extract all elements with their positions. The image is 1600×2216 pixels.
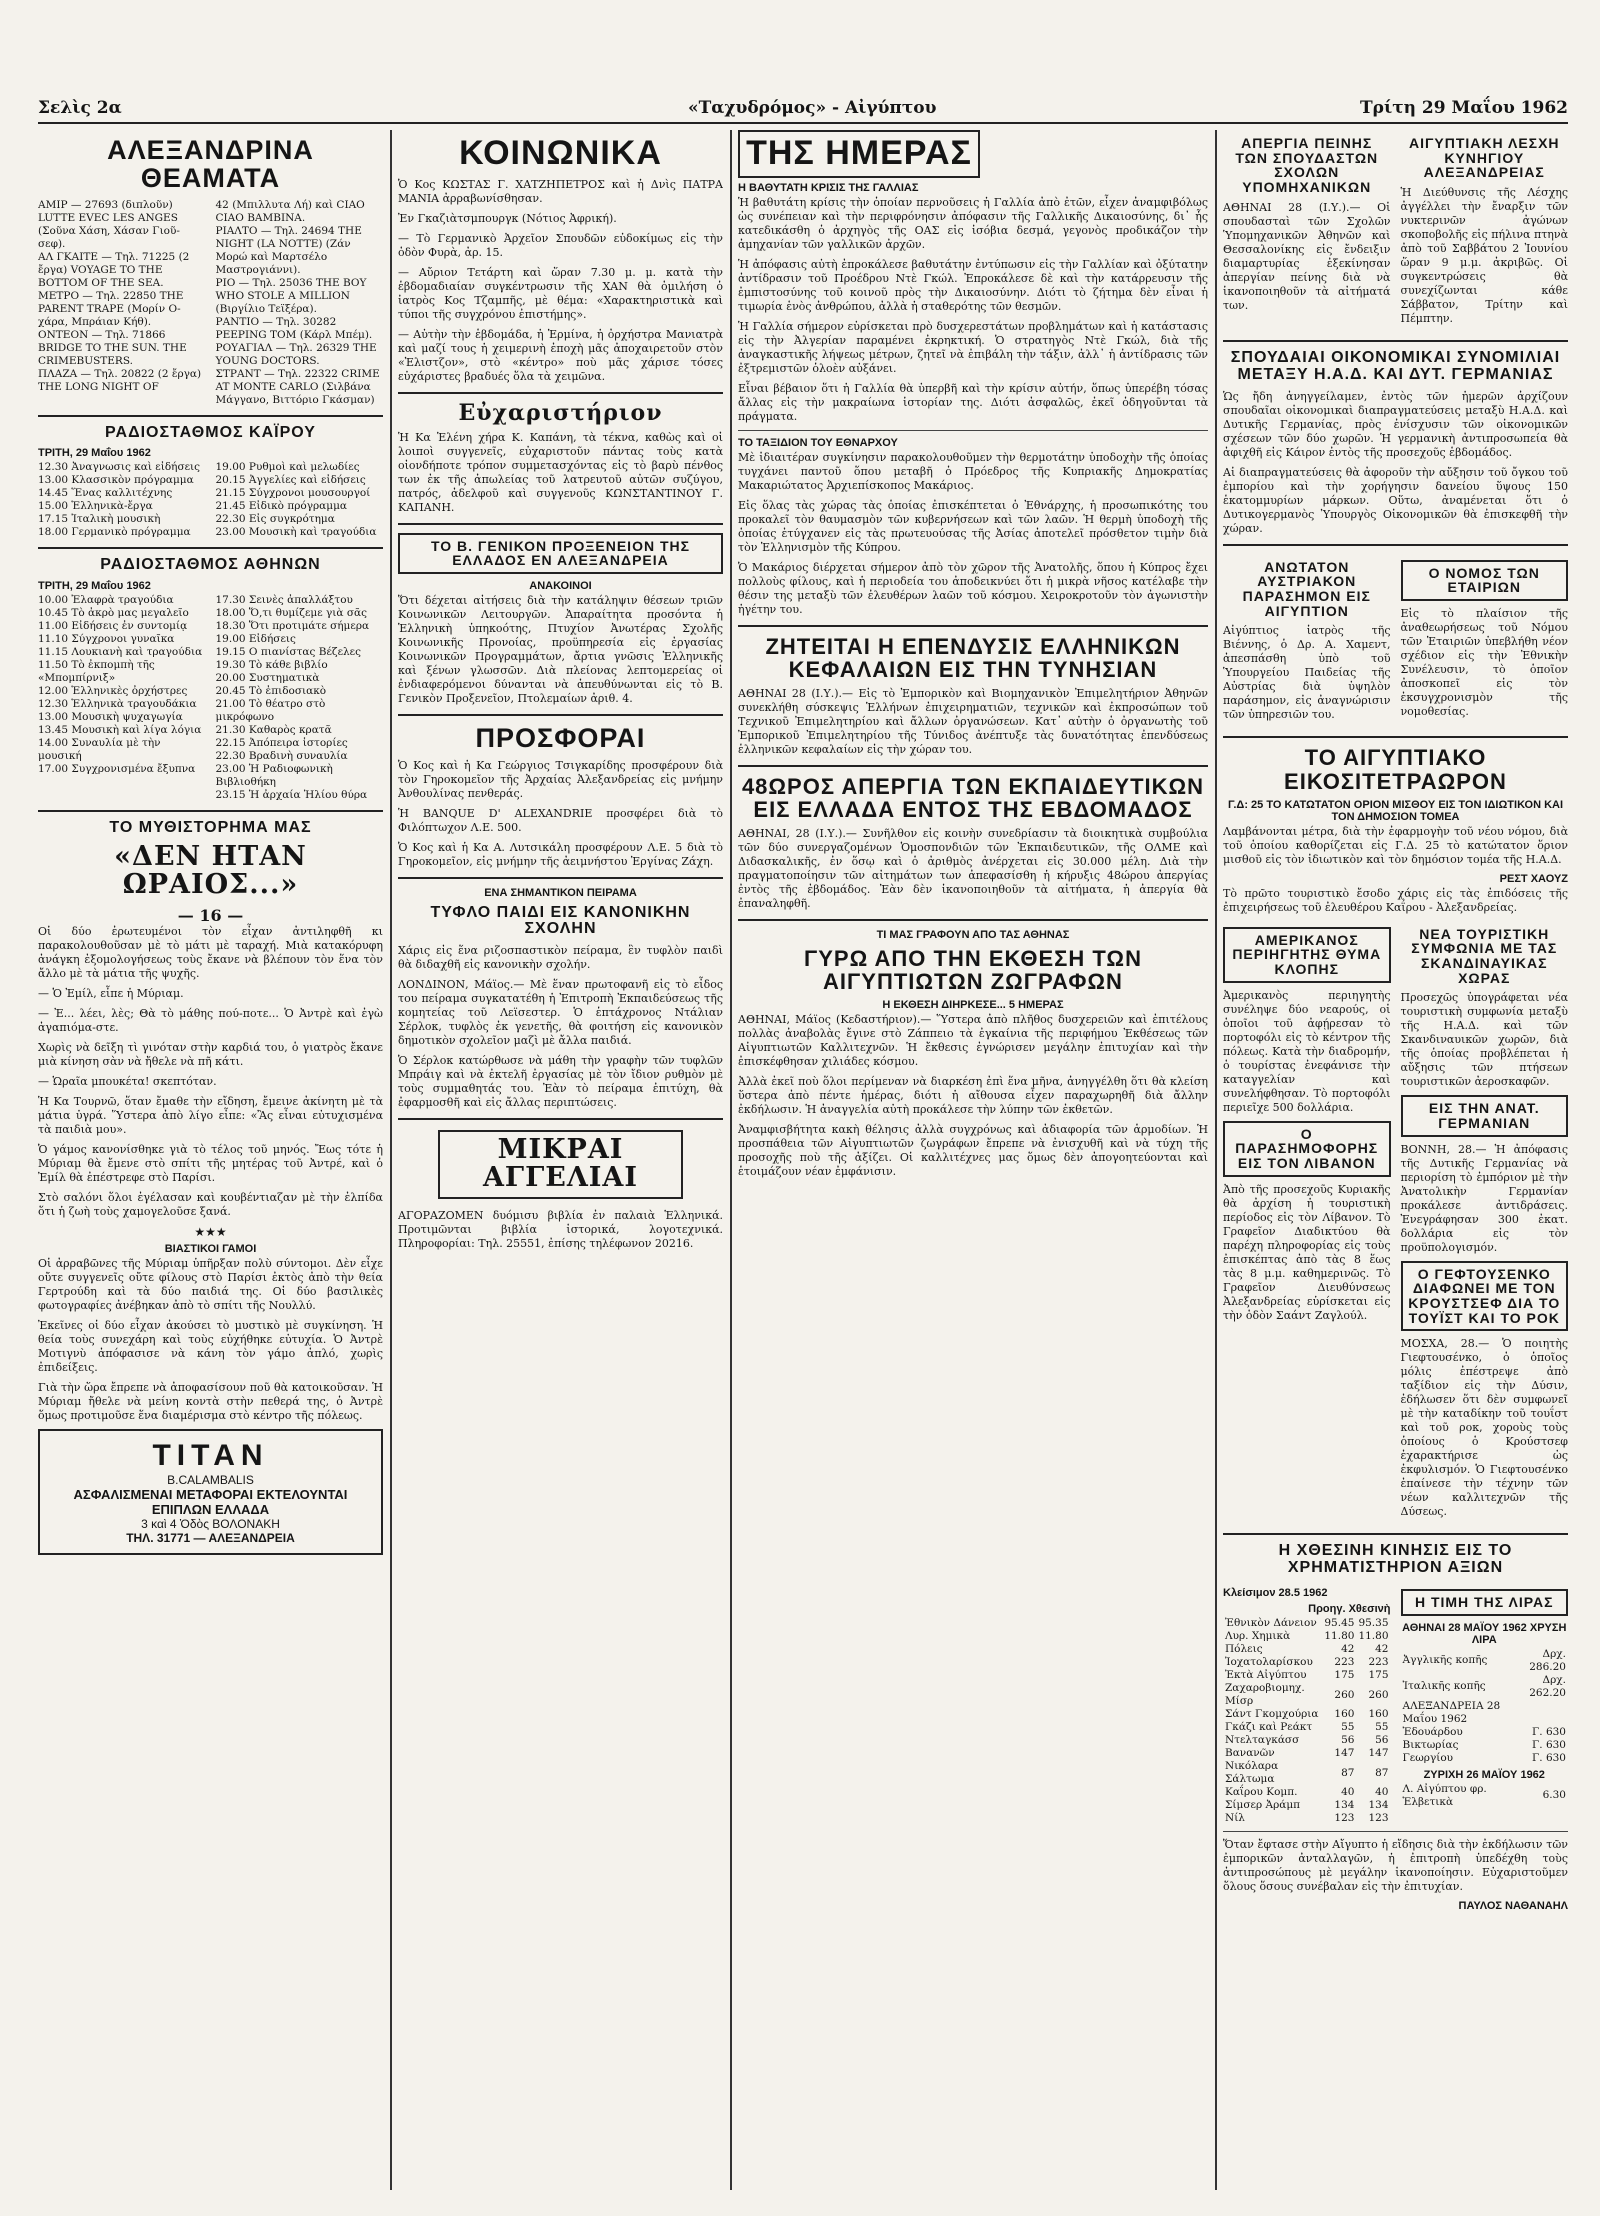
schedule-item: 11.00 Εἰδήσεις ἐν συντομίᾳ [38,620,188,633]
table-row [1223,1812,1391,1825]
table-cell: 87 [1375,1766,1389,1779]
divider [1223,736,1568,738]
offers-paragraph: Ὁ Κος καὶ ἡ Κα Α. Λυτσικάλη προσφέρουν Λ.Ε. 5 διὰ τὸ Γηροκομεῖον, εἰς μνήμην τῆς ἀειμνήστου Ἐργίνας Ζάχη. [398,840,723,868]
table-cell: 6.30 [1542,1789,1566,1802]
table-cell: ΑΛΕΞΑΝΔΡΕΙΑ 28 Μαΐου 1962 [1402,1699,1501,1725]
schedule-item: 23.15 Ἡ ἀρχαία Ἡλίου θύρα [215,789,368,802]
serial-paragraph: — Ὡραῖα μπουκέτα! σκεπτόταν. [38,1074,217,1088]
schedule-item: 12.00 Ἑλληνικὲς ὀρχήστρες [38,685,188,698]
schedule-item: 21.00 Τὸ θέατρο στὸ μικρόφωνο [215,698,326,724]
egyptian-24h-paragraph: Τὸ πρῶτο τουριστικὸ ἔσοδο χάρις εἰς τὰς ἐπιδόσεις τῆς ἐπιχειρήσεως τοῦ ἐλευθέρου Καΐρου - Ἀλεξανδρείας. [1223,886,1568,914]
social-paragraph: Ἐν Γκαζιὰτσμπουργκ (Νότιος Ἀφρική). [398,211,617,225]
table-cell: Νικόλαρα Σάλτωμα [1225,1760,1279,1786]
table-cell: 95.45 [1324,1617,1355,1630]
schedule-item: 11.10 Σύγχρονοι γυναῖκα [38,633,175,646]
table-cell: 223 [1334,1656,1355,1669]
table-row [1401,1752,1569,1765]
serial-paragraph: Ἡ Κα Τουρνῶ, ὅταν ἔμαθε τὴν εἴδηση, ἔμεινε ἀκίνητη μὲ τὰ μάτια ὑγρά. Ὕστερα ἀπὸ λίγο εἶπε: «Ἂς εἶναι εὐτυχισμένα τὰ παιδιὰ μου». [38,1094,383,1136]
theatres-title: ΑΛΕΞΑΝΔΡΙΝΑ ΘΕΑΜΑΤΑ [107,135,314,194]
schedule-item: 12.30 Ἑλληνικὰ τραγουδάκια [38,698,197,711]
serial-label: ΤΟ ΜΥΘΙΣΤΟΡΗΜΑ ΜΑΣ [109,819,312,837]
column-rule [390,130,392,2190]
bourse-column-header: Προηγ. Χθεσινὴ [1308,1603,1391,1616]
table-row [1223,1708,1391,1721]
table-row [1223,1617,1391,1630]
egyptian-24h-subheadline: Γ.Δ: 25 ΤΟ ΚΑΤΩΤΑΤΟΝ ΟΡΙΟΝ ΜΙΣΘΟΥ ΕΙΣ ΤΟΝ ΙΔΙΩΤΙΚΟΝ ΚΑΙ ΤΟΝ ΔΗΜΟΣΙΟΝ ΤΟΜΕΑ [1227,798,1564,823]
table-cell: 40 [1341,1786,1355,1799]
divider [1223,1831,1568,1832]
schedule-item: 14.00 Συναυλία μὲ τὴν μουσική [38,737,161,763]
ad-phone: ΤΗΛ. 31771 — ΑΛΕΞΑΝΔΡΕΙΑ [126,1530,295,1545]
egyptian-24h-paragraph: Λαμβάνονται μέτρα, διὰ τὴν ἐφαρμογὴν τοῦ νέου νόμου, διὰ τοῦ ὁποίου καθορίζεται εἰς Γ.Δ. 25 τὸ κατώτατον ὅριον μισθοῦ εἰς τὸν ἰδιωτικὸν καὶ τὸν δημόσιον τομέα τῆς Η.Α.Δ. [1223,824,1568,866]
table-cell: 134 [1368,1799,1389,1812]
table-cell: 55 [1375,1721,1389,1734]
top-briefs [1223,130,1568,332]
schedule-item: 17.30 Σεινὲς ἀπαλλάξτου [215,594,353,607]
schedule-item: 22.30 Εἰς συγκρότημα [215,513,335,526]
table-row [1223,1656,1391,1669]
theatre-entry: ΡΙΑΛΤΟ — Τηλ. 24694 THE NIGHT (LA NOTTE) (Ζάν Μορώ καὶ Μαρτσέλο Μαστρογιάννι). [215,224,362,276]
company-law-paragraph: Εἰς τὸ πλαίσιον τῆς ἀναθεωρήσεως τοῦ Νόμου τῶν Ἑταιριῶν ὑπεβλήθη νέον σχέδιον εἰς τὴν Ἐθνικὴν Συνέλευσιν, τὸ ὁποῖον ἀποσκοπεῖ εἰς τὸν ἐκσυγχρονισμὸν τῆς νομοθεσίας. [1400,607,1568,719]
serial-paragraph: Ἐκεῖνες οἱ δύο εἶχαν ἀκούσει τὸ μυστικὸ μὲ συγκίνηση. Ἡ θεία τοὺς συνεχάρη καὶ τοὺς εὐχήθηκε εὐτυχία. Ὁ Ἀντρὲ Μοτιγνὺ ἀπόφασισε νὰ κάνη τὸν γάμο ἁπλό, χωρὶς ἐπιδείξεις. [38,1318,383,1374]
table-cell: 175 [1368,1669,1389,1682]
consulate-paragraph: Ὅτι δέχεται αἰτήσεις διὰ τὴν κατάληψιν θέσεων τριῶν Κοινωνικῶν Λειτουργῶν. Ἀπαραίτητα προσόντα ἡ Ἑλληνικὴ ὑπηκοότης, Πτυχίον Ἀνωτέρας Σχολῆς Κοινωνικῆς Προνοίας, προϋπηρεσία εἰς ἐργασίας Κοινωνικῶν Προγραμμάτων, ἄρτια γνῶσις Ἑλληνικῆς καὶ ξένων γλωσσῶν. Διὰ πλείονας λεπτομερείας οἱ ἐνδιαφερόμενοι δύνανται νὰ ἀπευθύνωνται εἰς τὸ Β. Γενικὸν Προξενεῖον, Πτολεμαίων ἀριθ. 4. [398,594,723,706]
ad-owner: B.CALAMBALIS [167,1472,254,1487]
small-ads-paragraph: ΑΓΟΡΑΖΟΜΕΝ δυόμισυ βιβλία ἐν παλαιὰ Ἑλληνικά. Προτιμῶνται βιβλία ἱστορικά, λογοτεχνικά. Πληροφορίαι: Τηλ. 25551, ἐπίσης τηλέφωνον 20216. [398,1208,723,1250]
mid-briefs [1223,554,1568,729]
of-the-day-title: ΤΗΣ ΗΜΕΡΑΣ [738,130,980,178]
table-cell: 40 [1375,1786,1389,1799]
schedule-item: 15.00 Ἑλληνικὰ-ἔργα [38,500,153,513]
table-cell: Δρχ. 286.20 [1529,1647,1566,1673]
exhibition-subheadline: Η ΕΚΘΕΣΗ ΔΙΗΡΚΕΣΕ... 5 ΗΜΕΡΑΣ [882,999,1064,1012]
consulate-title: ΤΟ Β. ΓΕΝΙΚΟΝ ΠΡΟΞΕΝΕΙΟΝ ΤΗΣ ΕΛΛΑΔΟΣ ΕΝ ΑΛΕΞΑΝΔΡΕΙΑ [398,533,723,574]
table-row [1401,1674,1569,1700]
table-cell: 160 [1334,1708,1355,1721]
table-cell: 87 [1341,1766,1355,1779]
schedule-item: 19.15 Ο πιανίστας Βέζελες [215,646,361,659]
table-cell: 11.80 [1358,1630,1389,1643]
table-cell: 56 [1375,1734,1389,1747]
radio-cairo-title: ΡΑΔΙΟΣΤΑΘΜΟΣ ΚΑΪΡΟΥ [105,423,316,441]
hunting-club-paragraph: Ἡ Διεύθυνσις τῆς Λέσχης ἀγγέλλει τὴν ἔναρξιν τῶν νυκτερινῶν ἀγώνων σκοποβολῆς εἰς πήλινα πτηνὰ ἀπὸ τοῦ Σαββάτου 2 Ἰουνίου ὥραν 9 μ.μ. ἀκριβῶς. Οἱ συγκεντρώσεις θὰ συνεχίζωνται κάθε Σάββατον, Τρίτην καὶ Πέμπτην. [1400,186,1568,326]
lower-briefs [1223,921,1568,1526]
schedule-item: 20.45 Τὸ ἐπιδοσιακὸ [215,685,327,698]
serial-number: — 16 — [177,905,244,925]
column-3 [738,130,1208,2190]
table-cell: 56 [1341,1734,1355,1747]
social-title: ΚΟΙΝΩΝΙΚΑ [459,134,662,172]
divider [38,547,383,549]
serial-paragraph: Γιὰ τὴν ὥρα ἔπρεπε νὰ ἀποφασίσουν ποῦ θὰ κατοικοῦσαν. Ἡ Μύριαμ ἤθελε νὰ μείνη κοντὰ στὴν πεθερά της, ὁ Ἀντρὲ ὅμως προτιμοῦσε ἕνα διαμέρισμα στὸ κέντρο τῆς πόλεως. [38,1380,383,1422]
schedule-item: 11.50 Τὸ ἐκπομπὴ τῆς «Μπομπίρνιξ» [38,659,155,685]
economic-talks-paragraph: Αἱ διαπραγματεύσεις θὰ ἀφοροῦν τὴν αὔξησιν τοῦ ὄγκου τοῦ ἐμπορίου καὶ τὴν χορήγησιν δανείου ὕψους 150 ἑκατομμυρίων μάρκων. Οὕτω, ἀναμένεται ὅτι ὁ Δυτικογερμανὸς Ὑπουργὸς Οἰκονομικῶν θὰ ἐπισκεφθῆ τὴν χώραν. [1223,465,1568,535]
market-tables [1223,1583,1568,1825]
austria-award-headline: ΑΝΩΤΑΤΟΝ ΑΥΣΤΡΙΑΚΟΝ ΠΑΡΑΣΗΜΟΝ ΕΙΣ ΑΙΓΥΠΤΙΟΝ [1242,558,1371,619]
egyptian-24h-headline: ΤΟ ΑΙΓΥΠΤΙΑΚΟ ΕΙΚΟΣΙΤΕΤΡΑΩΡΟΝ [1284,745,1507,794]
schedule-item: 21.30 Καθαρὸς κρατᾶ [215,724,332,737]
column-1 [38,130,383,2190]
crisis-headline: Η ΒΑΘΥΤΑΤΗ ΚΡΙΣΙΣ ΤΗΣ ΓΑΛΛΙΑΣ [738,181,919,194]
schedule-item: 18.00 Γερμανικὸ πρόγραμμα [38,526,191,539]
ethnarch-paragraph: Εἰς ὅλας τὰς χώρας τὰς ὁποίας ἐπισκέπτεται ὁ Ἐθνάρχης, ἡ προσωπικότης του προκαλεῖ τὸν θαυμασμὸν τῶν κυβερνήσεων καὶ τῶν λαῶν. Ἡ θερμὴ ὑποδοχὴ τῆς ὁποίας ἐτύγχανεν εἰς τὰς πρωτευούσας τῆς Ἀσίας ἀποτελεῖ πρόσθετον τιμὴν διὰ τὸν Ἑλληνισμὸν τῆς Κύπρου. [738,498,1208,554]
tunisia-paragraph: ΑΘΗΝΑΙ 28 (Ι.Υ.).— Εἰς τὸ Ἐμπορικὸν καὶ Βιομηχανικὸν Ἐπιμελητήριον Ἀθηνῶν συνεκλήθη σύσκεψις Ἑλλήνων ἐπιχειρηματιῶν, τεχνικῶν καὶ ἐκπροσώπων τοῦ Τεχνικοῦ Ἐπιμελητηρίου καὶ ἄλλων ὀργανώσεων. Κατ᾽ αὐτὴν ὁ ὀργανωτὴς τοῦ Ἐμπορικοῦ Ἐπιμελητηρίου τῆς Τύνιδος ἀνέπτυξε τὰς δυνατότητας ἐπενδύσεως ἑλληνικῶν κεφαλαίων εἰς τὴν χώραν του. [738,686,1208,756]
social-paragraph: Ὁ Κος ΚΩΣΤΑΣ Γ. ΧΑΤΖΗΠΕΤΡΟΣ καὶ ἡ Δνὶς ΠΑΤΡΑ ΜΑΝΙΑ ἀρραβωνίσθησαν. [398,177,723,205]
experiment-label: ΕΝΑ ΣΗΜΑΝΤΙΚΟΝ ΠΕΙΡΑΜΑ [484,886,637,899]
schedule-item: 12.30 Ἀναγνωσις καὶ εἰδήσεις [38,461,201,474]
table-row [1223,1760,1391,1786]
table-cell: 123 [1334,1812,1355,1825]
paper-name: «Ταχυδρόμος» - Αἰγύπτου [688,98,937,118]
masthead [38,96,1568,124]
table-row [1223,1682,1391,1708]
decoration-headline: Ο ΠΑΡΑΣΗΜΟΦΟΡΗΣ ΕΙΣ ΤΟΝ ΛΙΒΑΝΟΝ [1223,1121,1391,1177]
column-rule [730,130,732,2190]
table-cell: 42 [1375,1643,1389,1656]
table-cell [1517,1700,1568,1726]
offers-title: ΠΡΟΣΦΟΡΑΙ [475,723,646,754]
table-row [1223,1734,1391,1747]
ethnarch-headline: ΤΟ ΤΑΞΙΔΙΟΝ ΤΟΥ ΕΘΝΑΡΧΟΥ [738,436,898,449]
theatre-entry: ΟΝΤΕΟΝ — Τηλ. 71866 BRIDGE TO THE SUN. THE CRIMEBUSTERS. [38,328,187,367]
table-row [1223,1630,1391,1643]
theatre-entry: ΑΜΙΡ — 27693 (διπλοῦν) LUTTE EVEC LES ANGES (Σοῦνα Χάση, Χάσαν Γιοῦ-σεφ). [38,198,180,250]
offers-paragraph: Ἡ BANQUE D' ALEXANDRIE προσφέρει διὰ τὸ Φιλόπτωχον Λ.Ε. 500. [398,806,723,834]
offers-paragraph: Ὁ Κος καὶ ἡ Κα Γεώργιος Τσιγκαρίδης προσφέρουν διὰ τὸν Γηροκομεῖον τῆς Ἀρχαίας Ἀλεξανδρείας εἰς μνήμην Ἀνθουλίνας πενθεράς. [398,758,723,800]
table-cell: 42 [1341,1643,1355,1656]
table-cell: Ἀγγλικῆς κοπῆς [1402,1654,1488,1667]
radio-cairo-schedule [38,461,383,539]
economic-talks-paragraph: Ὡς ἤδη ἀνηγγείλαμεν, ἐντὸς τῶν ἡμερῶν ἀρχίζουν σπουδαῖαι οἰκονομικαὶ διαπραγματεύσεις μεταξὺ Η.Α.Δ. καὶ Δυτικῆς Γερμανίας, πρὸς ἐνίσχυσιν τῶν οἰκονομικῶν σχέσεων τῶν δύο χωρῶν. Ἡ γερμανικὴ ἀντιπροσωπεία θὰ ἀφιχθῆ εἰς Κάιρον ἐντὸς τῆς προσεχοῦς ἑβδομάδος. [1223,389,1568,459]
divider [1223,1533,1568,1535]
table-cell: Ντελταγκάσσ [1225,1734,1300,1747]
table-cell: 223 [1368,1656,1389,1669]
hunger-strike-headline: ΑΠΕΡΓΙΑ ΠΕΙΝΗΣ ΤΩΝ ΣΠΟΥΔΑΣΤΩΝ ΣΧΟΛΩΝ ΥΠΟΜΗΧΑΝΙΚΩΝ [1235,135,1379,196]
schedule-item: 23.00 Ἡ Ραδιοφωνικὴ Βιβλιοθήκη [215,763,333,789]
theatres-listing [38,199,383,407]
schedule-item: 11.15 Λουκιανὴ καὶ τραγούδια [38,646,203,659]
serial-title: «ΔΕΝ ΗΤΑΝ ΩΡΑΙΟΣ...» [114,841,307,901]
exhibition-paragraph: ΑΘΗΝΑΙ, Μάϊος (Κεδαστήριον).— Ὕστερα ἀπὸ πλῆθος δυσχερειῶν καὶ ἐπιτέλους πολλὰς ἀναβολὰς ἔγινε στὸ Ζάππειο τὰ ἐγκαίνια τῆς περιφήμου Ἐκθέσεως τῶν Αἰγυπτιωτῶν Καλλιτεχνῶν. Ἡ ἔκθεσις ἐγνώρισεν μεγάλην ἐπιτυχίαν καὶ τὴν ἐπισκέφθησαν χιλιάδες κόσμου. [738,1013,1208,1069]
tunisia-headline: ΖΗΤΕΙΤΑΙ Η ΕΠΕΝΔΥΣΙΣ ΕΛΛΗΝΙΚΩΝ ΚΕΦΑΛΑΙΩΝ ΕΙΣ ΤΗΝ ΤΥΝΗΣΙΑΝ [765,633,1181,682]
crisis-paragraph: Ἡ Γαλλία σήμερον εὑρίσκεται πρὸ δυσχερεστάτων προβλημάτων καὶ ἡ κατάστασις εἰς τὴν Ἀλγερίαν παραμένει ἐκρηκτική. Ὁ στρατηγὸς Ντὲ Γκώλ, διὰ τῆς ἀναγκαστικῆς λήψεως μέτρων, ζητεῖ νὰ ἐπιβάλη τὴν τάξιν, ἀλλ᾽ ἡ ἀντίδρασις τῶν ἐξτρεμιστῶν ὁλοὲν αὐξάνει. [738,319,1208,375]
radio-athens-title: ΡΑΔΙΟΣΤΑΘΜΟΣ ΑΘΗΝΩΝ [100,556,321,574]
table-cell: Βανανῶν [1225,1747,1275,1760]
schedule-item: 20.15 Ἀγγελίες καὶ εἰδήσεις [215,474,366,487]
tourism-accord-headline: ΝΕΑ ΤΟΥΡΙΣΤΙΚΗ ΣΥΜΦΩΝΙΑ ΜΕ ΤΑΣ ΣΚΑΝΔΙΝΑΥΙΚΑΣ ΧΩΡΑΣ [1411,925,1558,986]
schedule-item: 18.30 Ὅτι προτιμάτε σήμερα [215,620,370,633]
table-cell: Ζαχαροβιομηχ. Μίσρ [1225,1682,1305,1708]
column-rule [1215,130,1217,2190]
serial-subheading: ΒΙΑΣΤΙΚΟΙ ΓΑΜΟΙ [164,1242,257,1255]
exhibition-paragraph: Ἀλλὰ ἐκεῖ ποὺ ὅλοι περίμεναν νὰ διαρκέση ἐπὶ ἕνα μῆνα, ἀνηγγέλθη ὅτι θὰ κλείση ὕστερα ἀπὸ πέντε ἡμέρας, διότι ἡ αἴθουσα εἶχεν παραχωρηθῆ διὰ ἄλλην ἐκδήλωσιν. Ἡ ἀναγγελία αὐτὴ προκάλεσε τὴν λύπην τῶν ἐκθετῶν. [738,1075,1208,1117]
schedule-item: 14.45 Ἕνας καλλιτέχνης [38,487,173,500]
table-row [1401,1648,1569,1674]
star-separator: ★★★ [194,1224,227,1239]
serial-paragraph: Ὁ γάμος κανονίσθηκε γιὰ τὸ τέλος τοῦ μηνός. Ἔως τότε ἡ Μύριαμ θὰ ἔμενε στὸ σπίτι τῆς μητέρας τοῦ Ἀντρέ, καὶ ὁ Ἐμίλ θὰ ἐπέστρεφε στὸ Παρίσι. [38,1142,383,1184]
athens-label: ΤΙ ΜΑΣ ΓΡΑΦΟΥΝ ΑΠΟ ΤΑΣ ΑΘΗΝΑΣ [876,929,1070,942]
east-germany-paragraph: ΒΟΝΝΗ, 28.— Ἡ ἀπόφασις τῆς Δυτικῆς Γερμανίας νὰ περιορίση τὸ ἐμπόριον μὲ τὴν Ἀνατολικὴν Γερμανίαν προκάλεσε ἀντιδράσεις. Ἐνεγράφησαν 300 ἐκατ. δολλάρια εἰς τὸν προϋπολογισμόν. [1400,1142,1568,1254]
consulate-subtitle: ΑΝΑΚΟΙΝΟΙ [529,580,592,593]
experiment-headline: ΤΥΦΛΟ ΠΑΙΔΙ ΕΙΣ ΚΑΝΟΝΙΚΗΝ ΣΧΟΛΗΝ [430,903,691,938]
schedule-item: 21.45 Εἰδικὸ πρόγραμμα [215,500,348,513]
table-cell: Γεωργίου [1402,1751,1454,1764]
experiment-paragraph: ΛΟΝΔΙΝΟΝ, Μάϊος.— Μὲ ἕναν πρωτοφανῆ εἰς τὸ εἶδος του πείραμα συγκατατέθη ἡ Ἐπιτροπὴ Ἐκπαιδεύσεως τῆς κομητείας τοῦ Λεϊσεστερ. Ὁ ἑπτάχρονος Ντάλιαν Σέρλοκ, τυφλὸς ἐκ γενετῆς, θὰ φοιτήση εἰς κανονικὸν δημοτικὸν σχολεῖον μαζὶ μὲ ἄλλα παιδιά. [398,978,723,1048]
social-paragraph: — Τὸ Γερμανικὸ Ἀρχεῖον Σπουδῶν εὐδοκίμως εἰς τὴν ὁδὸν Φυρὰ, ἀρ. 15. [398,231,723,259]
experiment-paragraph: Χάρις εἰς ἕνα ριζοσπαστικὸν πείραμα, ἓν τυφλὸν παιδὶ θὰ διδαχθῆ εἰς κανονικὴν σχολήν. [398,944,723,972]
table-cell: 147 [1334,1747,1355,1760]
exhibition-headline: ΓΥΡΩ ΑΠΟ ΤΗΝ ΕΚΘΕΣΗ ΤΩΝ ΑΙΓΥΠΤΙΩΤΩΝ ΖΩΓΡΑΦΩΝ [804,946,1142,995]
table-cell: Δρχ. 262.20 [1529,1673,1566,1699]
theatre-entry: ΑΛ ΓΚΑΙΤΕ — Τηλ. 71225 (2 ἔργα) VOYAGE TO THE BOTTOM OF THE SEA. [38,250,190,289]
table-cell: Ἐκτὰ Αἰγύπτου [1225,1669,1307,1682]
tourism-accord-paragraph: Προσεχῶς ὑπογράφεται νέα τουριστικὴ συμφωνία μεταξὺ τῆς Η.Α.Δ. καὶ τῶν Σκανδιναυικῶν χωρῶν, διὰ τῆς ὁποίας προβλέπεται ἡ αὔξησις τῶν πτήσεων τουριστικῶν ἀεροσκαφῶν. [1400,991,1568,1089]
table-cell: Λ. Αἰγύπτου φρ. Ἑλβετικὰ [1402,1782,1487,1808]
schedule-item: 17.15 Ἰταλικὴ μουσικὴ [38,513,161,526]
serial-paragraph: Οἱ δύο ἐρωτευμένοι τὸν εἶχαν ἀντιληφθῆ κι παρακολουθοῦσαν μὲ τὸ μάτι μὲ ταραχή. Μιὰ κατακόρυφη ἀνάγκη ἐξομολογήσεως τοὺς ἔκανε νὰ βλέπουν τὸν ἕνα τὸν ἄλλο μὲ τὰ μάτια τῆς ψυχῆς. [38,924,383,980]
crisis-paragraph: Ἡ βαθυτάτη κρίσις τὴν ὁποίαν περνοῦσεις ἡ Γαλλία ἀπὸ ἐτῶν, εἶχεν ἀναμφιβόλως ὡς συνέπειαν καὶ τὴν περιφρόνησιν ἀπόφασιν τῆς Γαλλικῆς Δικαιοσύνης, δι᾽ ἧς κατεδικάσθη ὁ ἀρχηγὸς τῆς ΟΑΣ εἰς ἰσόβια δεσμά, γεγονὸς προδικάζον τὴν ἀμηχανίαν τῶν γαλλικῶν ἀρχῶν. [738,195,1208,251]
divider [738,430,1208,431]
gold-subheadline-zurich: ΖΥΡΙΧΗ 26 ΜΑΪΟΥ 1962 [1423,1768,1545,1781]
table-cell: Ἰοχατολαρίσκου [1225,1656,1313,1669]
divider [398,1118,723,1120]
theatre-entry: ΡΑΝΤΙΟ — Τηλ. 30282 PEEPING TOM (Κάρλ Μπέμ). [215,315,373,341]
radio-athens-date: ΤΡΙΤΗ, 29 Μαΐου 1962 [38,580,151,593]
serial-paragraph: Οἱ ἀρραβῶνες τῆς Μύριαμ ὑπῆρξαν πολὺ σύντομοι. Δὲν εἶχε οὔτε συγγενεῖς οὔτε φίλους στὸ Παρίσι ἐκτὸς ἀπὸ τὴν θεία Γερτρούδη καὶ τὰ δύο παιδιά της. Οἱ δύο βασιλικὲς φωτογραφίες ἀνέβηκαν ἀπὸ τὸ σπίτι τῆς Νουλλύ. [38,1256,383,1312]
company-law-headline: Ο ΝΟΜΟΣ ΤΩΝ ΕΤΑΙΡΙΩΝ [1401,560,1569,601]
ethnarch-paragraph: Ὁ Μακάριος διέρχεται σήμερον ἀπὸ τὸν χῶρον τῆς Ἀνατολῆς, ὅπου ἡ Κύπρος ἔχει πολλοὺς φίλους, καὶ ἡ περιοδεία του ἀποδεικνύει ὅτι ἡ μικρὰ νῆσος κατέλαβε τὴν θέσιν της μεταξὺ τῶν ἐλευθέρων λαῶν τοῦ κόσμου. Χειροκροτοῦν τὸν ἀγωνιστὴν ἡγέτην του. [738,560,1208,616]
bourse-table [1223,1617,1391,1825]
divider [398,523,723,525]
schedule-item: 10.00 Ἐλαφρὰ τραγούδια [38,594,174,607]
table-row [1223,1669,1391,1682]
theatre-entry: ΜΕΤΡΟ — Τηλ. 22850 THE PARENT TRAPE (Μορίν Ο-χάρα, Μπράιαν Κήθ). [38,289,184,328]
schedule-item: 21.15 Σύγχρονοι μουσουργοί [215,487,371,500]
divider [398,714,723,716]
page-number: Σελὶς 2α [38,98,122,118]
schedule-item: 13.00 Κλασσικὸν πρόγραμμα [38,474,194,487]
theatre-entry: ΡΙΟ — Τηλ. 25036 THE BOY WHO STOLE A MILLION (Βιργίλιο Τεϊξέρα). [215,276,367,315]
table-row [1223,1747,1391,1760]
table-cell: 134 [1334,1799,1355,1812]
ad-line: ΕΠΙΠΛΩΝ ΕΛΛΑΔΑ [151,1501,270,1517]
schedule-item: 13.45 Μουσικὴ καὶ λίγα λόγια [38,724,202,737]
gold-table-zurich [1401,1783,1569,1809]
divider [398,392,723,394]
ethnarch-paragraph: Μὲ ἰδιαιτέραν συγκίνησιν παρακολουθοῦμεν τὴν θερμοτάτην ὑποδοχὴν τῆς ὁποίας τυγχάνει παντοῦ ὅπου μεταβῆ ὁ Πρόεδρος τῆς Κυπριακῆς Δημοκρατίας Μακαριώτατος Ἀρχιεπίσκοπος Μακάριος. [738,450,1208,492]
schedule-item: 19.00 Εἰδήσεις [215,633,296,646]
schedule-item: 17.00 Συγχρονισμένα ἔξυπνα [38,763,196,776]
divider [38,810,383,812]
crisis-paragraph: Εἶναι βέβαιον ὅτι ἡ Γαλλία θὰ ὑπερβῆ καὶ τὴν κρίσιν αὐτήν, ὅπως ὑπερέβη τόσας ἄλλας εἰς τὴν μακραίωνα ἱστορίαν της. Διότι ἀσφαλῶς, ἐκεῖ ὁδηγοῦνται τὰ πράγματα. [738,381,1208,423]
social-paragraph: — Αὔριον Τετάρτη καὶ ὥραν 7.30 μ. μ. κατὰ τὴν ἑβδομαδιαίαν συγκέντρωσιν τῆς ΧΑΝ θὰ ὁμιλήση ὁ ἰατρὸς Κος Τζαμπῆς, μὲ θέμα: «Χαρακτηριστικὰ καὶ τύποι τῆς συγχρόνου ἐπιστήμης». [398,265,723,321]
thanks-title: Εὐχαριστήριον [458,399,663,426]
table-cell: 11.80 [1324,1630,1355,1643]
divider [738,765,1208,767]
table-cell: 260 [1368,1688,1389,1701]
schedule-item: 18.00 Ὅ,τι θυμίζεμε γιὰ σᾶς [215,607,367,620]
table-cell: 55 [1341,1721,1355,1734]
table-cell: Ἰταλικῆς κοπῆς [1402,1680,1486,1693]
theatre-entry: ΡΟΥΑΓΙΑΛ — Τηλ. 26329 THE YOUNG DOCTORS. [215,341,377,367]
schedule-item: 22.30 Βραδινὴ συναυλία [215,750,348,763]
titan-advertisement [38,1429,383,1555]
social-paragraph: — Αὐτὴν τὴν ἑβδομάδα, ἡ Ἑρμίνα, ἡ ὀρχήστρα Μανιατρὰ καὶ μαζί τους ἡ χειμερινὴ ἐποχὴ μᾶς ἀποχαιρετοῦν στὸν «Ἑλιστζον», στὸ «κέντρο» ποὺ μᾶς χάρισε τόσες εὐχάριστες βραδυές ὅλα τὰ χειμῶνα. [398,327,723,383]
serial-paragraph: — Ἐ... λέει, λὲς; Θὰ τὸ μάθης πού-ποτε... Ὁ Ἀντρὲ καὶ ἐγὼ ἀγαπιόμα-στε. [38,1006,383,1034]
table-cell: Γ. 630 [1531,1751,1566,1764]
table-cell: 147 [1368,1747,1389,1760]
schedule-item: 13.00 Μουσικὴ ψυχαγωγία [38,711,183,724]
schedule-item: 19.30 Τὸ κάθε βιβλίο [215,659,328,672]
crisis-paragraph: Ἡ ἀπόφασις αὐτὴ ἐπροκάλεσε βαθυτάτην ἐντύπωσιν εἰς τὴν Γαλλίαν καὶ ὀξύτατην ἀντίδρασιν τοῦ Προέδρου Ντὲ Γκώλ. Ἐπροκάλεσε δὲ καὶ τὴν κατάρρευσιν τῆς ἐμπιστοσύνης τοῦ κοινοῦ πρὸς τὴν Δικαιοσύνην. Διότι τὸ ζήτημα δὲν εἶναι ἡ τιμωρία ἑνὸς ἀνθρώπου, ἀλλὰ ἡ σταθερότης τῶν θεσμῶν. [738,257,1208,313]
table-row [1223,1799,1391,1812]
column-4 [1223,130,1568,2190]
small-ads-title: ΜΙΚΡΑΙ ΑΓΓΕΛΙΑΙ [438,1130,683,1199]
table-cell: Βικτωρίας [1402,1738,1459,1751]
table-cell: Ἐθνικὸν Δάνειον [1225,1617,1317,1630]
divider [398,877,723,879]
ad-address: 3 καὶ 4 Ὁδὸς ΒΟΛΟΝΑΚΗ [141,1516,280,1531]
divider [1223,544,1568,546]
serial-paragraph: Χωρὶς νὰ δεῖξη τὶ γινόταν στὴν καρδιά του, ὁ γιατρὸς ἔκανε μιὰ κίνηση σὰν νὰ ἤθελε νὰ πῆ κάτι. [38,1040,383,1068]
hunger-strike-paragraph: ΑΘΗΝΑΙ 28 (Ι.Υ.).— Οἱ σπουδασταὶ τῶν Σχολῶν Ὑπομηχανικῶν Ἀθηνῶν καὶ Θεσσαλονίκης εἰς ἔνδειξιν διαμαρτυρίας ἐξεκίνησαν ἀπεργίαν πείνης διὰ νὰ ἱκανοποιηθοῦν τὰ αἰτήματά των. [1223,200,1391,312]
table-cell: Λυρ. Χημικὰ [1225,1630,1291,1643]
table-row [1223,1786,1391,1799]
tourist-theft-headline: ΑΜΕΡΙΚΑΝΟΣ ΠΕΡΙΗΓΗΤΗΣ ΘΥΜΑ ΚΛΟΠΗΣ [1223,927,1391,983]
table-cell: 95.35 [1358,1617,1389,1630]
economic-talks-headline: ΣΠΟΥΔΑΙΑΙ ΟΙΚΟΝΟΜΙΚΑΙ ΣΥΝΟΜΙΛΙΑΙ ΜΕΤΑΞΥ Η.Α.Δ. ΚΑΙ ΔΥΤ. ΓΕΡΜΑΝΙΑΣ [1230,349,1561,383]
table-cell: Γ. 630 [1531,1725,1566,1738]
decoration-paragraph: Ἀπὸ τῆς προσεχοῦς Κυριακῆς θὰ ἀρχίση ἡ τουριστικὴ περίοδος εἰς τὸν Λίβανον. Τὸ Γραφεῖον Διαδικτύου θὰ παρέχη πληροφορίας εἰς τοὺς ἐπισκέπτας ἀπὸ τὰς 8 ἕως τὰς 8 μ.μ. καθημερινῶς. Τὸ Γραφεῖον Διευθύνσεως Ἀλεξανδρείας εὑρίσκεται εἰς τὴν ὁδὸν Σαάντ Ζαγλούλ. [1223,1182,1391,1322]
divider [738,919,1208,921]
table-cell: Σίμσερ Ἀράμπ [1225,1799,1301,1812]
schedule-item: 19.00 Ρυθμοὶ καὶ μελωδίες [215,461,360,474]
experiment-paragraph: Ὁ Σέρλοκ κατώρθωσε νὰ μάθη τὴν γραφὴν τῶν τυφλῶν Μπράιγ καὶ νὰ ἐκτελῆ ἐργασίας μὲ τὸν ἴδιον ρυθμὸν μὲ τοὺς συμμαθητάς του. Ἐὰν τὸ πείραμα ἐπιτύχη, θὰ ἐφαρμοσθῆ καὶ εἰς ἄλλας περιπτώσεις. [398,1054,723,1110]
table-cell: 260 [1334,1688,1355,1701]
table-row [1401,1726,1569,1739]
table-cell: Σάντ Γκομχούρια [1225,1708,1319,1721]
yevtushenko-headline: Ο ΓΕΦΤΟΥΣΕΝΚΟ ΔΙΑΦΩΝΕΙ ΜΕ ΤΟΝ ΚΡΟΥΣΤΣΕΦ ΔΙΑ ΤΟ ΤΟΥΪΣΤ ΚΑΙ ΤΟ ΡΟΚ [1401,1261,1569,1332]
table-cell: Πόλεις [1225,1643,1263,1656]
table-cell: Ἐδουάρδου [1402,1725,1463,1738]
table-row [1401,1739,1569,1752]
gold-subheadline: ΑΘΗΝΑΙ 28 ΜΑΪΟΥ 1962 ΧΡΥΣΗ ΛΙΡΑ [1402,1621,1567,1646]
radio-cairo-date: ΤΡΙΤΗ, 29 Μαΐου 1962 [38,447,151,460]
divider [1223,340,1568,342]
schedule-item: 10.45 Τὸ ἀκρὸ μας μεγαλεῖο [38,607,189,620]
serial-paragraph: Στὸ σαλόνι ὅλοι ἐγέλασαν καὶ κουβέντιαζαν μὲ τὴν ἐλπίδα ὅτι ἡ ζωὴ τοὺς χαμογελοῦσε ξανά. [38,1190,383,1218]
table-cell: Γ. 630 [1531,1738,1566,1751]
table-row [1223,1721,1391,1734]
schedule-item: 20.00 Συστηματικὰ [215,672,320,685]
theatre-entry: ΣΤΡΑΝΤ — Τηλ. 22322 CRIME AT MONTE CARLO (Σιλβάνα Μάγγανο, Βιττόριο Γκάσμαν) [215,367,380,406]
ad-brand: ΤΙΤΑΝ [152,1438,269,1472]
table-cell: 160 [1368,1708,1389,1721]
ad-line: ΑΣΦΑΛΙΣΜΕΝΑΙ ΜΕΤΑΦΟΡΑΙ ΕΚΤΕΛΟΥΝΤΑΙ [73,1486,348,1502]
issue-date: Τρίτη 29 Μαΐου 1962 [1360,98,1568,118]
thanks-paragraph: Ἡ Κα Ἑλένη χήρα Κ. Καπάνη, τὰ τέκνα, καθὼς καὶ οἱ λοιποὶ συγγενεῖς, εὐχαριστοῦν πάντας τοὺς κατὰ οἰονδήποτε τρόπον συμμετασχόντας εἰς τὸ βαρὺ πένθος των ἐκ τῆς ἀπωλείας τοῦ λατρευτοῦ αὐτῶν συζύγου, πατρός, ἀδελφοῦ καὶ συγγενοῦς ΚΩΝΣΤΑΝΤΙΝΟΥ Γ. ΚΑΠΑΝΗ. [398,430,723,514]
theatre-entry: 42 (Μπιλλυτα Λή) καὶ CIAO CIAO BAMBINA. [215,198,365,224]
austria-award-paragraph: Αἰγύπτιος ἰατρὸς τῆς Βιέννης, ὁ Δρ. Α. Χαμεντ, ἀπεσπάσθη ὑπὸ τοῦ Ὑπουργείου Παιδείας τῆς Αὐστρίας διὰ ὑψηλὸν παράσημον, εἰς ἀναγνώρισιν τῶν ὑπηρεσιῶν του. [1223,624,1391,722]
table-row [1401,1783,1569,1809]
table-cell: Καΐρου Κομπ. [1225,1786,1298,1799]
east-germany-headline: ΕΙΣ ΤΗΝ ΑΝΑΤ. ΓΕΡΜΑΝΙΑΝ [1401,1095,1569,1136]
divider [38,415,383,417]
schedule-item: 22.15 Ἀπόπειρα ἱστορίες [215,737,348,750]
divider [738,625,1208,627]
strike-paragraph: ΑΘΗΝΑΙ, 28 (Ι.Υ.).— Συνῆλθον εἰς κοινὴν συνεδρίασιν τὰ διοικητικὰ συμβούλια τῶν δύο συνεργαζομένων Ὁμοσπονδιῶν τῶν Ἐκπαιδευτικῶν, τῆς ΟΛΜΕ καὶ Διδασκαλικῆς, ἐν ὅσῳ καὶ ὁ ἀριθμὸς ἀνέρχεται εἰς 30.000 μέλη. Διὰ τὴν πραγματοποίησιν τῶν αἰτημάτων των ἀπεφασίσθη ἡ κήρυξις 48ώρου ἀπεργίας ἐντὸς τῆς ἐβδομάδος. Ἐὰν δὲν ἱκανοποιηθοῦν τὰ αἰτήματα, ἡ ἀπεργία θὰ ἐπαναληφθῆ. [738,827,1208,911]
tourist-theft-paragraph: Ἀμερικανὸς περιηγητὴς συνέληψε δύο νεαρούς, οἱ ὁποῖοι τοῦ ἀφῄρεσαν τὸ πορτοφόλι εἰς τὸ κέντρον τῆς πόλεως. Κατὰ τὴν διαδρομήν, ὁ τουρίστας ἐνεφάνισε τὴν καταγγελίαν καὶ συνελήφθησαν. Τὸ πορτοφόλι περιεῖχε 500 δολλάρια. [1223,988,1391,1114]
table-cell: 123 [1368,1812,1389,1825]
radio-athens-schedule [38,594,383,802]
column-2 [398,130,723,2190]
exhibition-paragraph: Ἀναμφισβήτητα κακὴ θέλησις ἀλλὰ συγχρόνως καὶ ἀδιαφορία τῶν ἁρμοδίων. Ἡ προσπάθεια τῶν Αἰγυπτιωτῶν ζωγράφων ἔπρεπε νὰ ἐνισχυθῆ καὶ νὰ τύχη τῆς προσοχῆς ποὺ τῆς ἀξίζει. Οἱ καλλιτέχνες μας ὅμως δὲν ἀπογοητεύονται καὶ ἑτοιμάζουν νέαν ἐμφάνισιν. [738,1123,1208,1179]
bourse-headline: Η ΧΘΕΣΙΝΗ ΚΙΝΗΣΙΣ ΕΙΣ ΤΟ ΧΡΗΜΑΤΙΣΤΗΡΙΟΝ ΑΞΙΩΝ [1278,1542,1513,1577]
yevtushenko-paragraph: ΜΟΣΧΑ, 28.— Ὁ ποιητὴς Γιεφτουσένκο, ὁ ὁποῖος μόλις ἐπέστρεψε ἀπὸ ταξίδιον εἰς τὴν Δύσιν, ἐδήλωσεν ὅτι δὲν συμφωνεῖ μὲ τὴν καταδίκην τοῦ τουΐστ καὶ τοῦ ροκ, χοροὺς τοὺς ὁποίους ὁ Κρούστσεφ ἐχαρακτήρισε ὡς ἐκφυλισμόν. Ὁ Γιεφτουσένκο ἐπαίνεσε τὴν τέχνην τῶν νέων καλλιτεχνῶν τῆς Δύσεως. [1400,1337,1568,1519]
hunting-club-headline: ΑΙΓΥΠΤΙΑΚΗ ΛΕΣΧΗ ΚΥΝΗΓΙΟΥ ΑΛΕΞΑΝΔΡΕΙΑΣ [1408,135,1560,181]
closing-paragraph: Ὅταν ἔφτασε στὴν Αἴγυπτο ἡ εἴδησις διὰ τὴν ἐκδήλωσιν τῶν ἐμπορικῶν ἀνταλλαγῶν, ἡ ἐπιτροπὴ ὑπεδέχθη τοὺς ἀντιπροσώπους μὲ μεγάλην ἱκανοποίησιν. Εὐχαριστοῦμεν ὅλους ὅσους συνέβαλαν εἰς τὴν ἐπιτυχίαν. [1223,1838,1568,1894]
table-cell: 175 [1334,1669,1355,1682]
table-cell: Νίλ [1225,1812,1245,1825]
table-row [1223,1643,1391,1656]
schedule-item: 23.00 Μουσικὴ καὶ τραγούδια [215,526,377,539]
table-row [1401,1700,1569,1726]
gold-headline: Η ΤΙΜΗ ΤΗΣ ΛΙΡΑΣ [1401,1589,1569,1616]
bourse-note: Κλείσιμον 28.5 1962 [1223,1587,1328,1600]
gold-table [1401,1648,1569,1765]
serial-paragraph: — Ὁ Ἐμίλ, εἶπε ἡ Μύριαμ. [38,986,184,1000]
theatre-entry: ΠΛΑΖΑ — Τηλ. 20822 (2 ἔργα) THE LONG NIGHT OF [38,367,202,393]
closing-signature: ΠΑΥΛΟΣ ΝΑΘΑΝΑΗΛ [1458,1900,1568,1913]
strike-headline: 48ΩΡΟΣ ΑΠΕΡΓΙΑ ΤΩΝ ΕΚΠΑΙΔΕΥΤΙΚΩΝ ΕΙΣ ΕΛΛΑΔΑ ΕΝΤΟΣ ΤΗΣ ΕΒΔΟΜΑΔΟΣ [741,773,1205,822]
egyptian-24h-signature: ΡΕΣΤ ΧΑΟΥΖ [1499,872,1568,885]
table-cell: Γκάζι καὶ Ρεάκτ [1225,1721,1313,1734]
